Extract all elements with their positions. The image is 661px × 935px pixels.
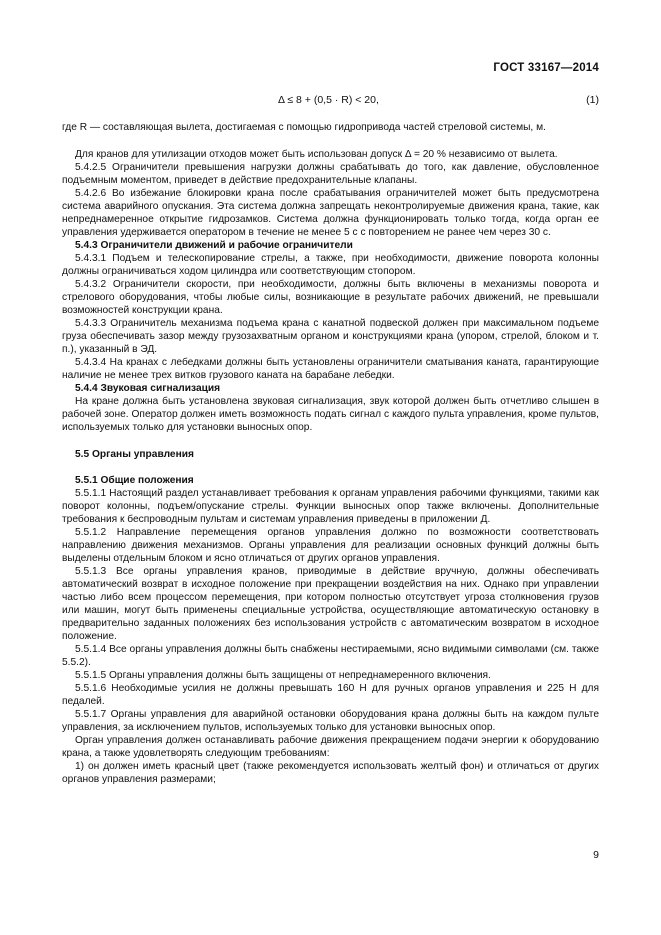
paragraph-5-5-1-4: 5.5.1.4 Все органы управления должны быть снабжены нестираемыми, ясно видимыми символами (см. также 5.5.2). [62, 644, 599, 668]
formula-row [62, 94, 599, 108]
paragraph-5-5-1-3: 5.5.1.3 Все органы управления кранов, приводимые в действие вручную, должны обеспечивать автоматический возврат в исходное положение при прекращении воздействия на них. Однако при управлении частью либо всем процессом перемещения, при котором полностью отсутствует угроза столкновения грузов или машин, могут быть применены специальные устройства, осуществляющие автоматическую остановку в предварительно заданных положениях без использования устройств с автоматическим возвратом в исходное положение. [62, 566, 599, 642]
paragraph-5-4-3-2: 5.4.3.2 Ограничители скорости, при необходимости, должны быть включены в механизмы поворота и стрелового оборудования, чтобы любые силы, возникающие в результате рабочих движений, не превышали возможностей конструкции крана. [62, 279, 599, 316]
paragraph-5-4-3-1: 5.4.3.1 Подъем и телескопирование стрелы, а также, при необходимости, движение поворота колонны должны ограничиваться ходом цилиндра или соответствующим стопором. [62, 253, 599, 277]
paragraph-5-5-1-2: 5.5.1.2 Направление перемещения органов управления должно по возможности соответствовать направлению движения механизмов. Органы управления для реализации основных функций должны быть выделены отдельным блоком и ясно отличаться от других органов управления. [62, 527, 599, 564]
paragraph-5-4-2-6: 5.4.2.6 Во избежание блокировки крана после срабатывания ограничителей может быть предусмотрена система аварийного опускания. Эта система должна запрещать неконтролируемые движения крана, такие, как непреднамеренное открытие гидрозамков. Система должна функционировать только тогда, когда орган ее управления удерживается оператором в течение не менее 5 с с повторением не ранее чем через 30 с. [62, 188, 599, 238]
section-heading-5-4-4: 5.4.4 Звуковая сигнализация [75, 383, 221, 394]
document-body [62, 121, 599, 786]
section-heading-5-5: 5.5 Органы управления [75, 449, 194, 460]
paragraph: На кране должна быть установлена звуковая сигнализация, звук которой должен быть отчетливо слышен в рабочей зоне. Оператор должен иметь возможность подать сигнал с каждого пульта управления, кроме пультов, используемых только для установки выносных опор. [62, 396, 599, 433]
paragraph-5-4-3-3: 5.4.3.3 Ограничитель механизма подъема крана с канатной подвеской должен при максимальном подъеме груза обеспечивать зазор между грузозахватным органом и конструкциями крана (упором, стрелой, блоком и т. п.), указанный в ЭД. [62, 318, 599, 355]
paragraph-5-5-1-7: 5.5.1.7 Органы управления для аварийной остановки оборудования крана должны быть на каждом пульте управления, за исключением пультов, используемых только для установки выносных опор. [62, 709, 599, 733]
section-heading-5-5-1: 5.5.1 Общие положения [75, 475, 194, 486]
formula-explanation: где R — составляющая вылета, достигаемая с помощью гидропривода частей стреловой системы, м. [62, 122, 546, 133]
formula-expression: Δ ≤ 8 + (0,5 · R) < 20, [278, 94, 379, 106]
list-item: 1) он должен иметь красный цвет (также рекомендуется использовать желтый фон) и отличаться от других органов управления размерами; [62, 761, 599, 785]
paragraph-5-4-2-5: 5.4.2.5 Ограничители превышения нагрузки должны срабатывать до того, как давление, обусловленное подъемным моментом, приведет в действие предохранительные клапаны. [62, 162, 599, 186]
formula-number: (1) [586, 94, 599, 106]
paragraph: Орган управления должен останавливать рабочие движения прекращением подачи энергии к оборудованию крана, а также удовлетворять следующим требованиям: [62, 735, 599, 759]
section-heading-5-4-3: 5.4.3 Ограничители движений и рабочие ограничители [75, 240, 353, 251]
paragraph-5-5-1-6: 5.5.1.6 Необходимые усилия не должны превышать 160 Н для ручных органов управления и 225 Н для педалей. [62, 683, 599, 707]
paragraph-5-5-1-5: 5.5.1.5 Органы управления должны быть защищены от непреднамеренного включения. [75, 670, 491, 681]
paragraph: Для кранов для утилизации отходов может быть использован допуск Δ = 20 % независимо от вылета. [75, 149, 558, 160]
paragraph-5-4-3-4: 5.4.3.4 На кранах с лебедками должны быть установлены ограничители сматывания каната, гарантирующие наличие не менее трех витков грузового каната на барабане лебедки. [62, 357, 599, 381]
paragraph-5-5-1-1: 5.5.1.1 Настоящий раздел устанавливает требования к органам управления рабочими функциями, такими как поворот колонны, подъем/опускание стрелы. Функции выносных опор также включены. Дополнительные требования к беспроводным пультам и системам управления приведены в приложении Д. [62, 488, 599, 525]
page-number: 9 [593, 849, 599, 861]
document-code: ГОСТ 33167—2014 [493, 62, 599, 74]
